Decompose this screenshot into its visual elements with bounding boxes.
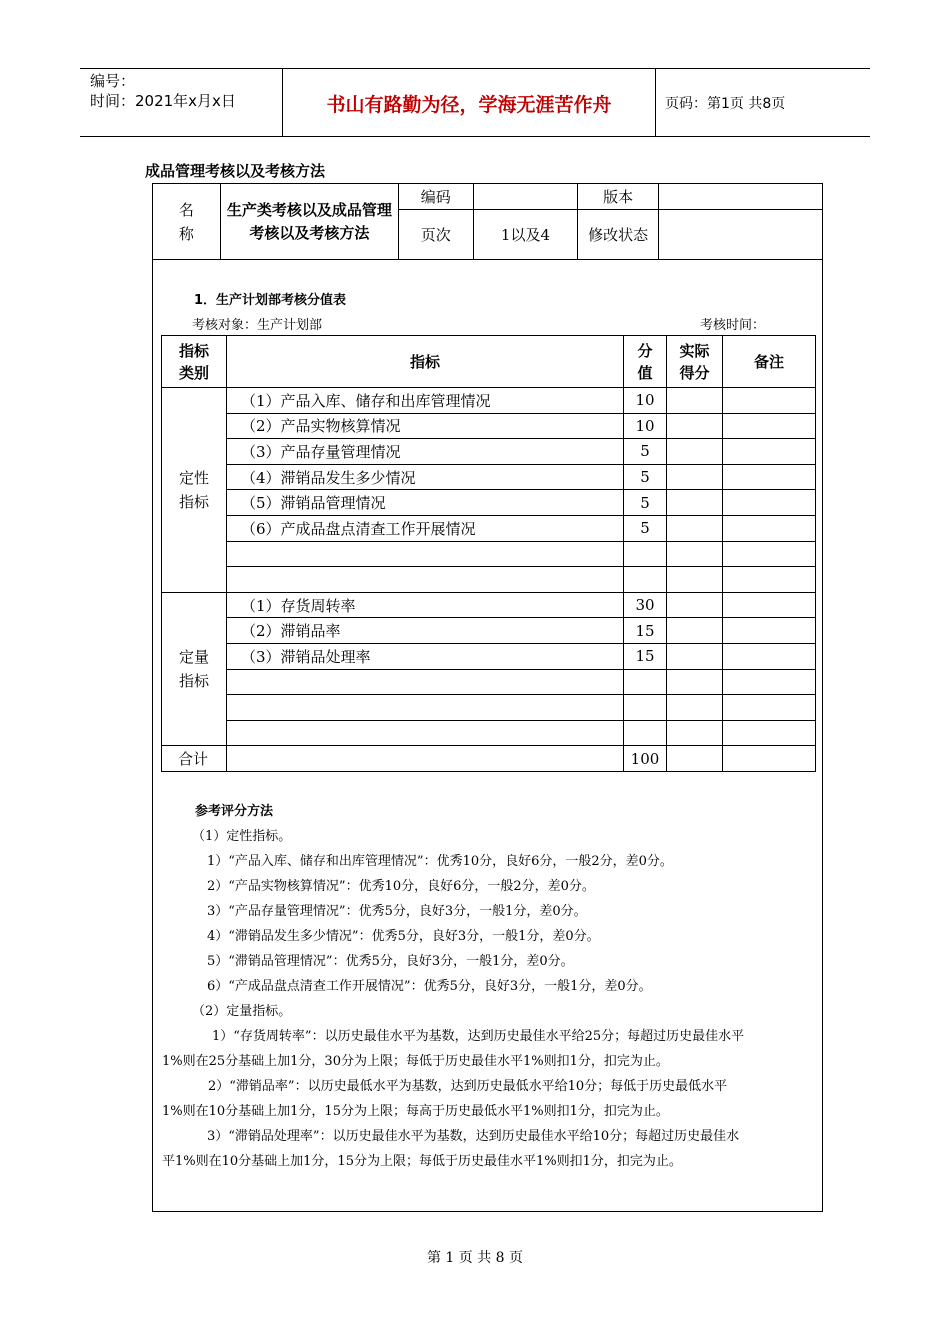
remark-cell — [723, 592, 816, 618]
score-cell: 15 — [624, 618, 667, 644]
code-label: 编号： — [90, 72, 136, 90]
indicator-cell: （1）存货周转率 — [227, 592, 624, 618]
score-cell: 10 — [624, 388, 667, 414]
total-remark-cell — [723, 746, 816, 772]
header-pager: 页码：第1页 共8页 — [665, 96, 786, 112]
remark-cell — [723, 413, 816, 439]
header-score — [624, 336, 667, 388]
indicator-cell: （3）滞销品处理率 — [227, 643, 624, 669]
indicator-cell: （2）滞销品率 — [227, 618, 624, 644]
date-label: 时间：2021年x月x日 — [90, 92, 236, 110]
page-header — [80, 68, 870, 137]
status-label-text: 修改状态 — [588, 225, 649, 244]
total-score: 100 — [624, 746, 667, 772]
remark-cell — [723, 490, 816, 516]
table-row — [162, 515, 816, 541]
table-row — [162, 464, 816, 490]
assessment-time: 考核时间： — [700, 318, 766, 333]
table-row — [162, 490, 816, 516]
actual-score-cell — [667, 720, 723, 746]
total-actual-cell — [667, 746, 723, 772]
remark-cell — [723, 567, 816, 593]
quantitative-category — [162, 592, 227, 746]
remark-cell — [723, 643, 816, 669]
indicator-cell: （4）滞销品发生多少情况 — [227, 464, 624, 490]
section-title: 1．生产计划部考核分值表 — [194, 293, 347, 308]
actual-score-cell — [667, 592, 723, 618]
remark-cell — [723, 695, 816, 721]
header-actual-text: 实际得分 — [679, 341, 710, 382]
table-row — [162, 720, 816, 746]
header-indicator: 指标 — [227, 336, 624, 388]
indicator-cell — [227, 695, 624, 721]
quantitative-category-text: 定量指标 — [178, 648, 209, 691]
score-cell — [624, 695, 667, 721]
table-row — [162, 439, 816, 465]
actual-score-cell — [667, 643, 723, 669]
score-cell: 5 — [624, 490, 667, 516]
actual-score-cell — [667, 695, 723, 721]
indicator-cell — [227, 720, 624, 746]
name-label — [153, 184, 221, 260]
status-label — [578, 210, 659, 260]
total-indicator-cell — [227, 746, 624, 772]
method-line: 3）“产品存量管理情况”：优秀5分，良好3分，一般1分，差0分。 — [207, 904, 587, 919]
score-cell: 5 — [624, 515, 667, 541]
method-title: 参考评分方法 — [195, 804, 274, 819]
code-value — [473, 184, 578, 210]
actual-score-cell — [667, 490, 723, 516]
method-line: 2）“滞销品率”：以历史最低水平为基数，达到历史最低水平给10分；每低于历史最低水平 — [208, 1079, 728, 1094]
method-line: 1）“存货周转率”：以历史最佳水平为基数，达到历史最佳水平给25分；每超过历史最佳水平 — [212, 1029, 745, 1044]
score-cell: 30 — [624, 592, 667, 618]
score-cell — [624, 567, 667, 593]
method-line: 6）“产成品盘点清查工作开展情况”：优秀5分，良好3分，一般1分，差0分。 — [207, 979, 652, 994]
header-score-text: 分值 — [637, 341, 653, 382]
header-remark: 备注 — [723, 336, 816, 388]
header-motto: 书山有路勤为径，学海无涯苦作舟 — [326, 94, 612, 116]
actual-score-cell — [667, 413, 723, 439]
actual-score-cell — [667, 541, 723, 567]
indicator-cell — [227, 567, 624, 593]
document-title: 成品管理考核以及考核方法 — [145, 162, 326, 180]
pages-value: 1以及4 — [473, 210, 578, 260]
qualitative-category — [162, 388, 227, 593]
page-footer: 第 1 页 共 8 页 — [426, 1250, 524, 1266]
indicator-cell: （1）产品入库、储存和出库管理情况 — [227, 388, 624, 414]
method-line: 1%则在25分基础上加1分，30分为上限；每低于历史最佳水平1%则扣1分，扣完为止。 — [162, 1054, 669, 1069]
table-row — [162, 413, 816, 439]
remark-cell — [723, 720, 816, 746]
score-cell — [624, 669, 667, 695]
status-value — [658, 210, 822, 260]
indicator-cell: （2）产品实物核算情况 — [227, 413, 624, 439]
header-category — [162, 336, 227, 388]
header-actual — [667, 336, 723, 388]
code-label: 编码 — [398, 184, 473, 210]
table-row — [162, 567, 816, 593]
score-cell: 15 — [624, 643, 667, 669]
table-row — [162, 643, 816, 669]
version-value — [658, 184, 822, 210]
remark-cell — [723, 515, 816, 541]
total-row — [162, 746, 816, 772]
remark-cell — [723, 669, 816, 695]
actual-score-cell — [667, 515, 723, 541]
total-label: 合计 — [162, 746, 227, 772]
table-row — [162, 592, 816, 618]
actual-score-cell — [667, 439, 723, 465]
actual-score-cell — [667, 567, 723, 593]
score-cell — [624, 541, 667, 567]
score-cell: 5 — [624, 439, 667, 465]
qualitative-category-text: 定性指标 — [178, 468, 209, 511]
table-row — [162, 541, 816, 567]
method-line: 平1%则在10分基础上加1分，15分为上限；每低于历史最佳水平1%则扣1分，扣完为止。 — [162, 1154, 682, 1169]
remark-cell — [723, 541, 816, 567]
header-divider — [655, 69, 656, 136]
table-header-row — [162, 336, 816, 388]
actual-score-cell — [667, 618, 723, 644]
score-cell: 10 — [624, 413, 667, 439]
indicator-cell — [227, 669, 624, 695]
table-row — [162, 695, 816, 721]
score-cell — [624, 720, 667, 746]
method-line: 3）“滞销品处理率”：以历史最佳水平为基数，达到历史最佳水平给10分；每超过历史最佳水 — [207, 1129, 740, 1144]
name-value: 生产类考核以及成品管理考核以及考核方法 — [220, 184, 398, 260]
remark-cell — [723, 464, 816, 490]
header-meta — [90, 71, 236, 111]
method-line: 4）“滞销品发生多少情况”：优秀5分，良好3分，一般1分，差0分。 — [207, 929, 600, 944]
name-label-text: 名称 — [178, 200, 194, 243]
score-cell: 5 — [624, 464, 667, 490]
table-row — [162, 618, 816, 644]
info-table — [152, 183, 823, 260]
indicator-cell — [227, 541, 624, 567]
method-line: 2）“产品实物核算情况”：优秀10分，良好6分，一般2分，差0分。 — [207, 879, 595, 894]
qualitative-heading: （1）定性指标。 — [192, 829, 292, 844]
method-line: 5）“滞销品管理情况”：优秀5分，良好3分，一般1分，差0分。 — [207, 954, 574, 969]
pages-label: 页次 — [398, 210, 473, 260]
table-row — [162, 388, 816, 414]
actual-score-cell — [667, 388, 723, 414]
actual-score-cell — [667, 669, 723, 695]
remark-cell — [723, 388, 816, 414]
indicator-cell: （3）产品存量管理情况 — [227, 439, 624, 465]
remark-cell — [723, 439, 816, 465]
assessment-object: 考核对象：生产计划部 — [192, 318, 323, 333]
table-row — [162, 669, 816, 695]
actual-score-cell — [667, 464, 723, 490]
header-category-text: 指标类别 — [178, 341, 209, 382]
method-line: 1）“产品入库、储存和出库管理情况”：优秀10分，良好6分，一般2分，差0分。 — [207, 854, 673, 869]
score-table — [161, 335, 816, 772]
indicator-cell: （6）产成品盘点清查工作开展情况 — [227, 515, 624, 541]
indicator-cell: （5）滞销品管理情况 — [227, 490, 624, 516]
method-line: 1%则在10分基础上加1分，15分为上限；每高于历史最低水平1%则扣1分，扣完为止。 — [162, 1104, 669, 1119]
quantitative-heading: （2）定量指标。 — [192, 1004, 292, 1019]
version-label: 版本 — [578, 184, 659, 210]
remark-cell — [723, 618, 816, 644]
